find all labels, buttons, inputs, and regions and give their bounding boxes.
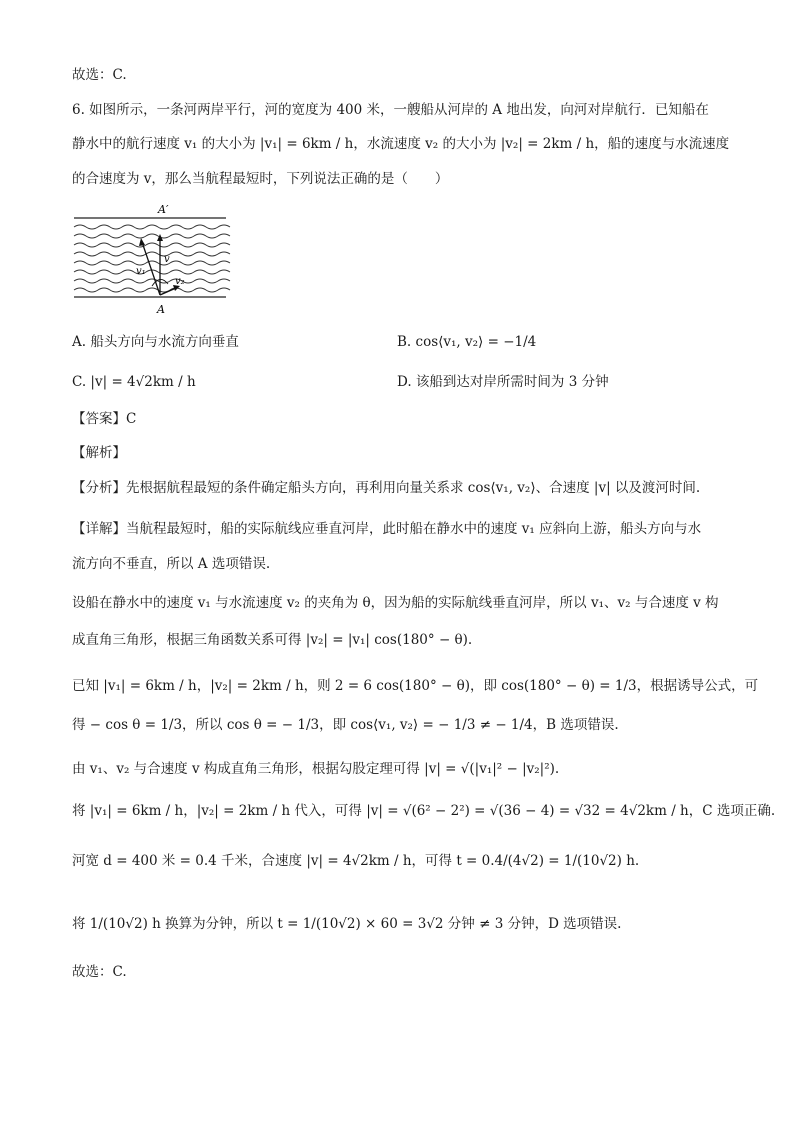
label-v1: v₁: [136, 266, 146, 277]
option-a: A. 船头方向与水流方向垂直: [72, 334, 239, 350]
water-waves: [74, 225, 230, 292]
label-v: v: [164, 254, 170, 265]
label-v2: v₂: [175, 276, 185, 287]
question-line-3: 的合速度为 v，那么当航程最短时，下列说法正确的是（ ）: [72, 171, 449, 187]
option-b: B. cos⟨v₁, v₂⟩ = −1/4: [397, 334, 537, 350]
detail-line-8: 将 |v₁| = 6km / h，|v₂| = 2km / h 代入，可得 |v| = √(6² − 2²) = √(36 − 4) = √32 = 4√2km / h，C 选项正确.: [72, 803, 776, 819]
question-line-2: 静水中的航行速度 v₁ 的大小为 |v₁| = 6km / h，水流速度 v₂ 的大小为 |v₂| = 2km / h，船的速度与水流速度: [72, 136, 730, 152]
question-line-1: 6. 如图所示，一条河两岸平行，河的宽度为 400 米，一艘船从河岸的 A 地出发，向河对岸航行．已知船在: [72, 102, 709, 118]
option-c: C. |v| = 4√2km / h: [72, 374, 196, 390]
answer-line: 【答案】C: [72, 411, 137, 427]
detail-line-1: 【详解】当航程最短时，船的实际航线应垂直河岸，此时船在静水中的速度 v₁ 应斜向上游，船头方向与水: [72, 521, 702, 537]
detail-line-5: 已知 |v₁| = 6km / h，|v₂| = 2km / h，则 2 = 6 cos(180° − θ)，即 cos(180° − θ) = 1/3，根据诱导公式，可: [72, 678, 759, 694]
detail-line-7: 由 v₁、v₂ 与合速度 v 构成直角三角形，根据勾股定理可得 |v| = √(|v₁|² − |v₂|²).: [72, 761, 560, 777]
analysis-summary: 【分析】先根据航程最短的条件确定船头方向，再利用向量关系求 cos⟨v₁, v₂⟩、合速度 |v| 以及渡河时间.: [72, 480, 701, 496]
detail-line-2: 流方向不垂直，所以 A 选项错误.: [72, 556, 271, 572]
detail-line-6: 得 − cos θ = 1/3，所以 cos θ = − 1/3，即 cos⟨v₁, v₂⟩ = − 1/3 ≠ − 1/4，B 选项错误.: [72, 717, 619, 733]
detail-line-4: 成直角三角形，根据三角函数关系可得 |v₂| = |v₁| cos(180° − θ).: [72, 632, 473, 648]
option-d: D. 该船到达对岸所需时间为 3 分钟: [397, 374, 609, 390]
analysis-title: 【解析】: [72, 445, 126, 461]
label-a-prime: A′: [158, 203, 169, 216]
final-answer-line: 故选：C.: [72, 964, 127, 980]
river-figure: [72, 200, 232, 318]
label-a: A: [157, 303, 165, 316]
detail-line-10: 将 1/(10√2) h 换算为分钟，所以 t = 1/(10√2) × 60 = 3√2 分钟 ≠ 3 分钟，D 选项错误.: [72, 916, 622, 932]
detail-line-3: 设船在静水中的速度 v₁ 与水流速度 v₂ 的夹角为 θ，因为船的实际航线垂直河岸，所以 v₁、v₂ 与合速度 v 构: [72, 595, 719, 611]
v1-arrowhead: [139, 238, 145, 246]
previous-answer-line: 故选：C.: [72, 67, 127, 83]
detail-line-9: 河宽 d = 400 米 = 0.4 千米，合速度 |v| = 4√2km / h，可得 t = 0.4/(4√2) = 1/(10√2) h.: [72, 853, 640, 869]
